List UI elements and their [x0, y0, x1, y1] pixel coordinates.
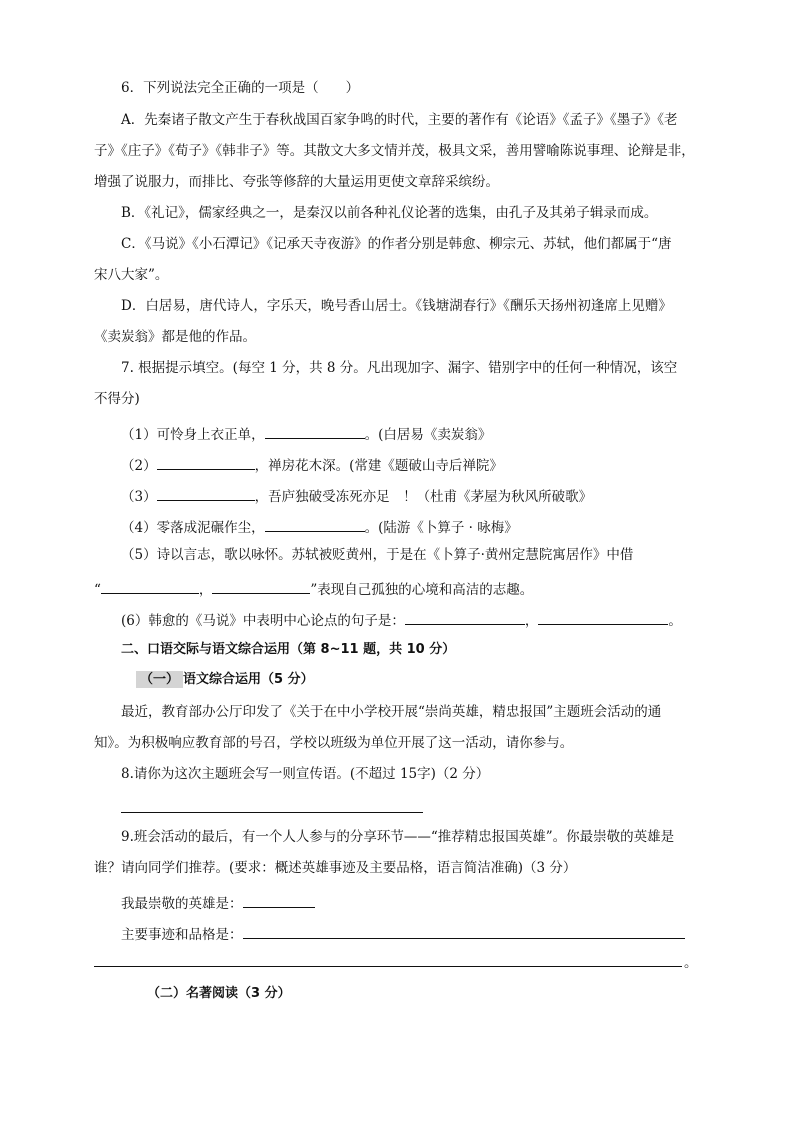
q6-option-d-line2: 《卖炭翁》都是他的作品。 — [94, 329, 256, 345]
q7-item-6-blank-a[interactable] — [405, 611, 525, 625]
q6-option-a-line3: 增强了说服力，而排比、夸张等修辞的大量运用更使文章辞采缤纷。 — [94, 174, 499, 190]
q7-item-1-prefix: （1）可怜身上衣正单， — [121, 427, 265, 443]
subsection-1-rest: 语文综合运用（5 分） — [183, 672, 314, 687]
section-2-intro-line1: 最近，教育部办公厅印发了《关于在中小学校开展“崇尚英雄，精忠报国”主题班会活动的通 — [121, 704, 662, 720]
q6-option-b-line1: B．《礼记》，儒家经典之一，是秦汉以前各种礼仪论著的选集，由孔子及其弟子辑录而成。 — [121, 205, 658, 221]
q7-item-2-blank[interactable] — [157, 456, 255, 470]
q7-item-2 — [121, 456, 503, 474]
q7-item-3-prefix: （3） — [121, 489, 157, 505]
q7-item-2-prefix: （2） — [121, 458, 157, 474]
q7-item-5-blank-b[interactable] — [212, 580, 310, 594]
q7-item-6-prefix: (6）韩愈的《马说》中表明中心论点的句子是： — [121, 613, 405, 629]
q7-item-5-comma: ， — [198, 582, 213, 598]
q7-item-5-suffix: ”表现自己孤独的心境和高洁的志趣。 — [310, 582, 534, 598]
q7-item-5-open-quote: “ — [94, 582, 101, 598]
q7-item-4 — [121, 518, 518, 536]
q9-hero-row — [121, 894, 315, 912]
q7-item-5-blank-a[interactable] — [101, 580, 199, 594]
q7-item-6 — [121, 611, 682, 629]
q9-deeds-end: 。 — [684, 955, 698, 971]
q7-stem-line2: 不得分) — [94, 391, 140, 407]
q8-stem: 8.请你为这次主题班会写一则宣传语。(不超过 15字)（2 分） — [121, 766, 490, 782]
section-2-intro-line2: 知》。为积极响应教育部的号召，学校以班级为单位开展了这一活动，请你参与。 — [94, 735, 574, 751]
q6-stem: 6．下列说法完全正确的一项是（ ） — [121, 80, 360, 96]
q7-item-1-blank[interactable] — [265, 425, 365, 439]
q9-deeds-label: 主要事迹和品格是： — [121, 927, 243, 943]
q7-item-6-end: 。 — [668, 613, 682, 629]
q9-deeds-continuation-line[interactable] — [94, 966, 682, 967]
q7-item-2-suffix: ，禅房花木深。(常建《题破山寺后禅院》 — [254, 458, 503, 474]
q8-answer-line[interactable] — [121, 812, 423, 813]
q7-item-4-suffix: 。(陆游《卜算子 · 咏梅》 — [364, 520, 518, 536]
q9-deeds-row — [121, 925, 685, 943]
subsection-2-title: （二）名著阅读（3 分） — [147, 986, 291, 1001]
q6-option-d-line1: D．白居易，唐代诗人，字乐天，晚号香山居士。《钱塘湖春行》《酬乐天扬州初逢席上见赠》 — [121, 298, 672, 314]
q9-stem-line1: 9.班会活动的最后，有一个人人参与的分享环节——“推荐精忠报国英雄”。你最崇敬的英雄是 — [121, 829, 675, 845]
subsection-1-title — [136, 673, 314, 686]
q7-item-3 — [121, 487, 592, 505]
q9-deeds-blank[interactable] — [243, 925, 685, 939]
q7-item-4-blank[interactable] — [265, 518, 365, 532]
q7-item-1 — [121, 425, 491, 443]
q7-item-5-line2 — [94, 580, 533, 598]
q6-option-c-line2: 宋八大家”。 — [94, 267, 169, 283]
q7-item-5-line1: （5）诗以言志，歌以咏怀。苏轼被贬黄州，于是在《卜算子·黄州定慧院寓居作》中借 — [121, 547, 634, 563]
section-2-title: 二、口语交际与语文综合运用（第 8~11 题，共 10 分） — [121, 642, 456, 657]
q7-item-6-blank-b[interactable] — [538, 611, 668, 625]
q7-item-3-suffix: ，吾庐独破受冻死亦足 ！（杜甫《茅屋为秋风所破歌》 — [254, 489, 593, 505]
q7-item-6-comma: ， — [524, 613, 539, 629]
subsection-1-label: （一） — [136, 671, 183, 688]
q7-item-1-suffix: 。(白居易《卖炭翁》 — [364, 427, 492, 443]
q7-item-4-prefix: （4）零落成泥碾作尘， — [121, 520, 265, 536]
q9-hero-blank[interactable] — [243, 894, 315, 908]
q9-hero-label: 我最崇敬的英雄是： — [121, 896, 243, 912]
q6-option-a-line1: A．先秦诸子散文产生于春秋战国百家争鸣的时代，主要的著作有《论语》《孟子》《墨子》《老 — [121, 112, 678, 128]
q6-option-c-line1: C．《马说》《小石潭记》《记承天寺夜游》的作者分别是韩愈、柳宗元、苏轼，他们都属于“唐 — [121, 236, 672, 252]
q7-stem-line1: 7. 根据提示填空。(每空 1 分，共 8 分。凡出现加字、漏字、错别字中的任何一种情况，该空 — [121, 360, 678, 376]
q6-option-a-line2: 子》《庄子》《荀子》《韩非子》等。其散文大多文情并茂，极具文采，善用譬喻陈说事理、论辩是非， — [94, 143, 695, 159]
q9-stem-line2: 谁？请向同学们推荐。(要求：概述英雄事迹及主要品格，语言简洁准确)（3 分） — [94, 860, 577, 876]
q7-item-3-blank[interactable] — [157, 487, 255, 501]
